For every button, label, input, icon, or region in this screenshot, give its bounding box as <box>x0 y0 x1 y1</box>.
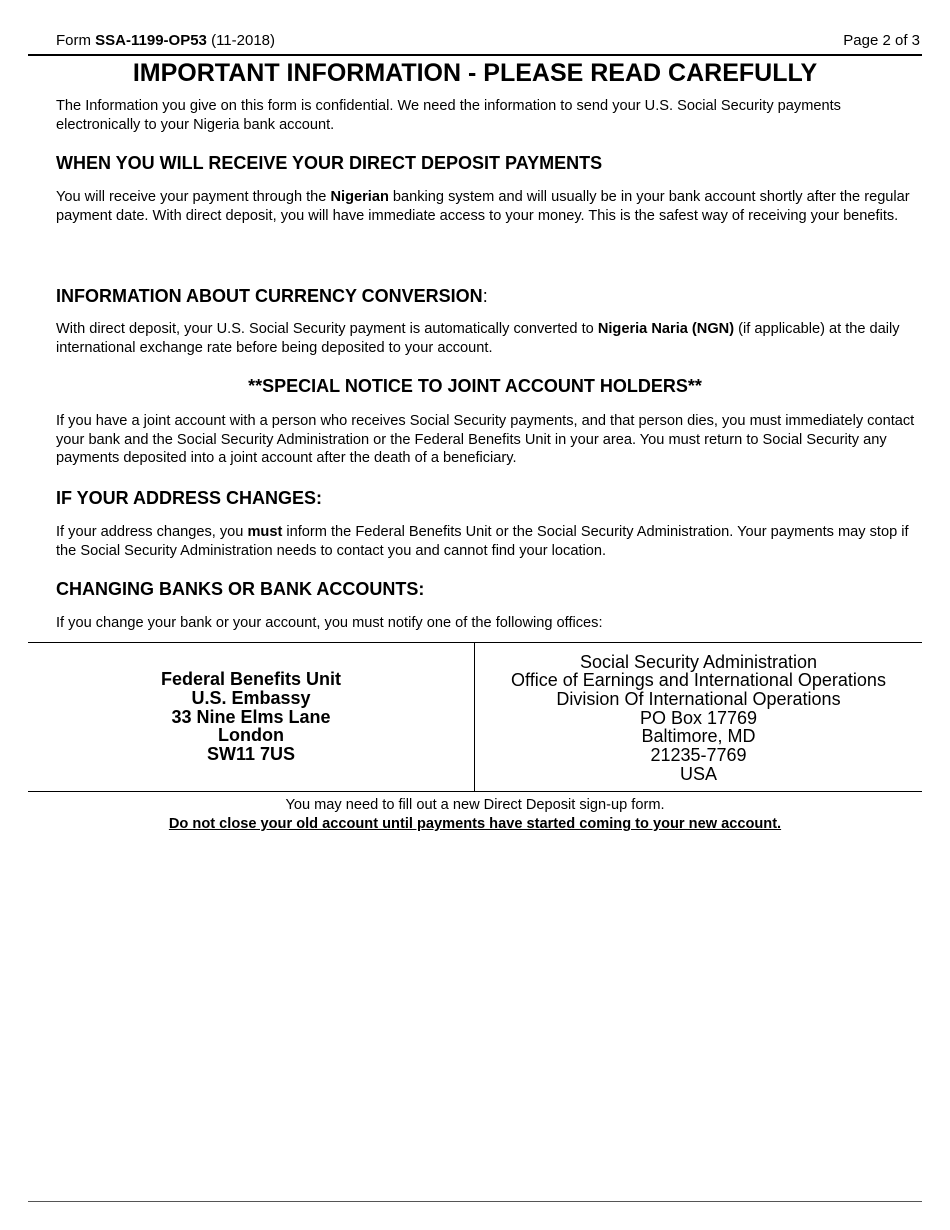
currency-heading-text: INFORMATION ABOUT CURRENCY CONVERSION <box>56 286 483 306</box>
fbu-address-line: Federal Benefits Unit <box>160 669 342 690</box>
currency-paragraph <box>56 320 920 357</box>
ssa-address-line: USA <box>679 763 717 784</box>
receive-text-after: banking system and will usually be in your bank account shortly after the regular payment date. With direct deposit, you will have immediate access to your money. This is the safest way of receiving your benefits. <box>56 189 910 224</box>
fbu-address <box>161 670 341 764</box>
fbu-address-line: 33 Nine Elms Lane <box>171 706 331 727</box>
offices-table <box>28 642 922 792</box>
receive-heading: WHEN YOU WILL RECEIVE YOUR DIRECT DEPOSIT PAYMENTS <box>56 153 603 173</box>
ssa-address-line: Office of Earnings and International Operations <box>511 670 886 691</box>
fbu-address-cell <box>28 643 475 791</box>
receive-bold-word: Nigerian <box>330 189 389 205</box>
ssa-address <box>511 653 886 784</box>
banks-heading: CHANGING BANKS OR BANK ACCOUNTS: <box>56 579 425 599</box>
joint-account-paragraph: If you have a joint account with a person who receives Social Security payments, and that person dies, you must immediately contact your bank and the Social Security Administration or the Federal Benefits Unit in your area. You must return to Social Security any payments deposited into a joint account after the death of a beneficiary. <box>56 413 915 467</box>
fbu-address-line: U.S. Embassy <box>191 687 311 708</box>
form-number: SSA-1199-OP53 <box>95 32 207 49</box>
form-date: (11-2018) <box>206 32 275 49</box>
page-title: IMPORTANT INFORMATION - PLEASE READ CAREFULLY <box>132 59 818 87</box>
page-indicator: Page 2 of 3 <box>843 32 920 49</box>
header-divider <box>28 54 922 56</box>
ssa-address-line: 21235-7769 <box>650 745 747 766</box>
form-identifier <box>56 31 275 51</box>
address-text-before: If your address changes, you <box>56 524 248 540</box>
banks-paragraph: If you change your bank or your account, you must notify one of the following offices: <box>56 615 603 631</box>
address-text-after: inform the Federal Benefits Unit or the Social Security Administration. Your payments may stop if the Social Security Administration needs to contact you and cannot find your location. <box>56 524 909 559</box>
fbu-address-line: London <box>218 725 284 746</box>
currency-heading <box>56 285 920 307</box>
currency-name: Nigeria Naria (NGN) <box>597 321 735 337</box>
currency-text-after: (if applicable) at the daily international exchange rate before being deposited to your account. <box>56 321 900 356</box>
ssa-address-line: Baltimore, MD <box>641 726 756 747</box>
signup-form-note: You may need to fill out a new Direct Deposit sign-up form. <box>285 797 665 813</box>
joint-account-heading: **SPECIAL NOTICE TO JOINT ACCOUNT HOLDERS** <box>248 376 702 396</box>
form-prefix: Form <box>56 32 96 49</box>
ssa-address-line: PO Box 17769 <box>639 707 758 728</box>
intro-paragraph: The Information you give on this form is confidential. We need the information to send your U.S. Social Security payments electronically to your Nigeria bank account. <box>56 98 841 133</box>
footer-divider <box>28 1201 922 1202</box>
currency-text-before: With direct deposit, your U.S. Social Security payment is automatically converted to <box>56 321 598 337</box>
currency-heading-colon: : <box>482 286 488 306</box>
address-heading: IF YOUR ADDRESS CHANGES: <box>56 488 323 508</box>
old-account-warning: Do not close your old account until payments have started coming to your new account. <box>168 816 782 832</box>
address-paragraph <box>56 523 920 560</box>
ssa-address-line: Social Security Administration <box>579 651 818 672</box>
receive-paragraph <box>56 188 920 225</box>
fbu-address-line: SW11 7US <box>206 744 296 765</box>
receive-text-before: You will receive your payment through the <box>56 189 331 205</box>
ssa-address-line: Division Of International Operations <box>556 688 841 709</box>
address-bold-word: must <box>247 524 283 540</box>
ssa-address-cell <box>475 643 922 791</box>
